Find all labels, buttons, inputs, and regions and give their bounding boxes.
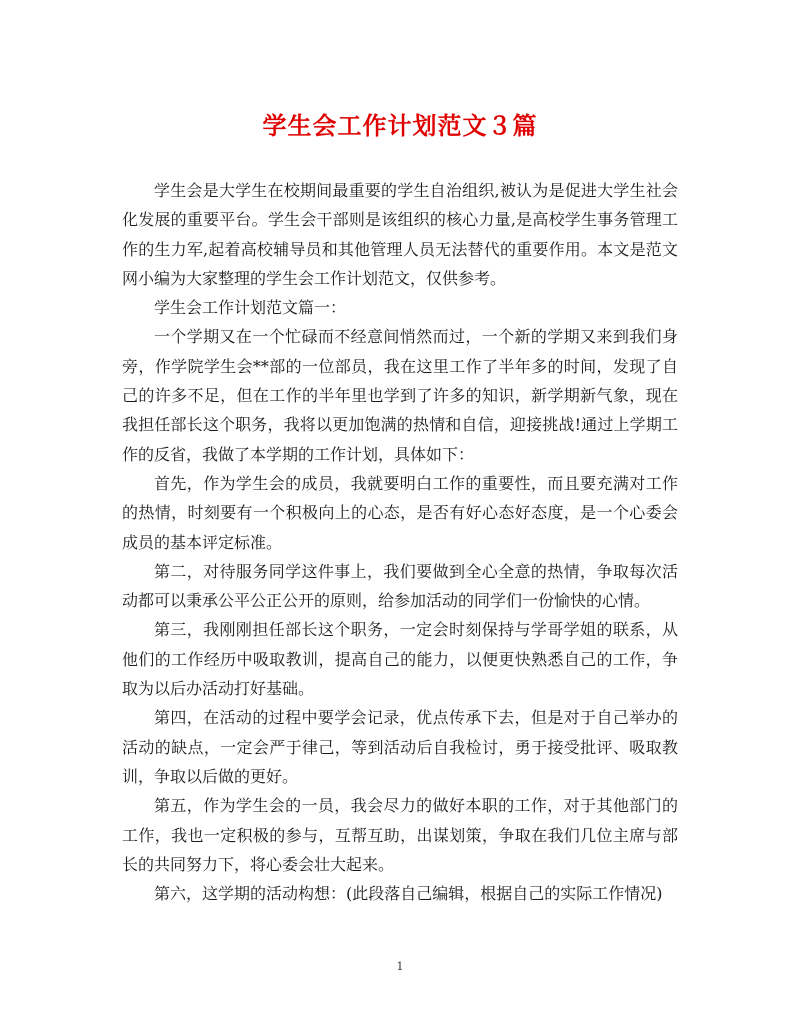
document-body [122, 176, 678, 908]
paragraph-intro: 学生会是大学生在校期间最重要的学生自治组织,被认为是促进大学生社会化发展的重要平台。学生会干部则是该组织的核心力量,是高校学生事务管理工作的生力军,起着高校辅导员和其他管理人员无法替代的重要作用。本文是范文网小编为大家整理的学生会工作计划范文，仅供参考。 [122, 181, 678, 288]
document-title: 学生会工作计划范文３篇 [262, 111, 538, 140]
paragraph-section-heading: 学生会工作计划范文篇一： [154, 298, 347, 318]
paragraph-sixth-point: 第六，这学期的活动构想：(此段落自己编辑，根据自己的实际工作情况) [154, 884, 663, 904]
paragraph-third-point: 第三，我刚刚担任部长这个职务，一定会时刻保持与学哥学姐的联系，从他们的工作经历中吸取教训，提高自己的能力，以便更快熟悉自己的工作，争取为以后办活动打好基础。 [122, 620, 678, 699]
paragraph-opening: 一个学期又在一个忙碌而不经意间悄然而过，一个新的学期又来到我们身旁，作学院学生会**部的一位部员，我在这里工作了半年多的时间，发现了自己的许多不足，但在工作的半年里也学到了许多的知识，新学期新气象，现在我担任部长这个职务，我将以更加饱满的热情和自信，迎接挑战!通过上学期工作的反省，我做了本学期的工作计划，具体如下： [122, 327, 678, 464]
paragraph-fifth-point: 第五，作为学生会的一员，我会尽力的做好本职的工作，对于其他部门的工作，我也一定积极的参与，互帮互助，出谋划策，争取在我们几位主席与部长的共同努力下，将心委会壮大起来。 [122, 796, 678, 874]
page-number: 1 [396, 960, 404, 973]
paragraph-first-point: 首先，作为学生会的成员，我就要明白工作的重要性，而且要充满对工作的热情，时刻要有一个积极向上的心态，是否有好心态好态度，是一个心委会成员的基本评定标准。 [122, 473, 678, 552]
paragraph-second-point: 第二，对待服务同学这件事上，我们要做到全心全意的热情，争取每次活动都可以秉承公平公正公开的原则，给参加活动的同学们一份愉快的心情。 [122, 561, 678, 611]
paragraph-fourth-point: 第四，在活动的过程中要学会记录，优点传承下去，但是对于自己举办的活动的缺点，一定会严于律己，等到活动后自我检讨，勇于接受批评、吸取教训，争取以后做的更好。 [122, 708, 678, 786]
